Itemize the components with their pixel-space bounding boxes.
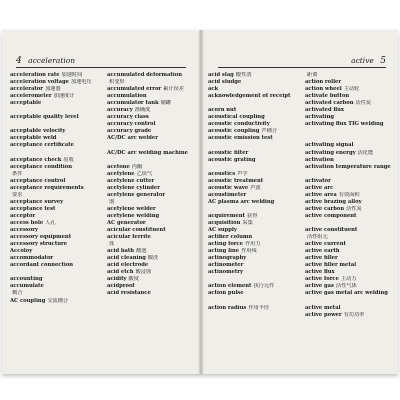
entry-term: acknowledgement of receipt: [208, 93, 291, 100]
entry-term: actinography: [208, 255, 247, 262]
dictionary-entry: [208, 276, 294, 283]
dictionary-entry: [107, 114, 193, 121]
dictionary-entry: [107, 178, 193, 185]
dictionary-entry: [208, 269, 294, 276]
dictionary-entry: [305, 72, 391, 79]
entry-term: AC generator: [107, 219, 146, 226]
entry-term: acid slag: [208, 72, 234, 78]
dictionary-entry: [305, 227, 391, 234]
entry-definition: 获得: [246, 212, 258, 219]
dictionary-entry: [305, 164, 391, 171]
dictionary-entry: [305, 199, 391, 206]
entry-term: actinometer: [208, 262, 244, 269]
dictionary-entry: [107, 192, 193, 199]
entry-term: active current: [305, 241, 346, 248]
dictionary-entry: [305, 128, 391, 135]
entry-term: active arc: [305, 184, 334, 191]
entry-definition: 交流耦合: [47, 297, 69, 304]
entry-term: acting line: [208, 248, 240, 255]
entry-term: acoustimeter: [208, 191, 247, 198]
entry-definition: 主动轮: [343, 86, 360, 93]
dictionary-entry: [208, 178, 294, 185]
dictionary-entry: [208, 185, 294, 192]
entry-term: accuracy grade: [107, 128, 152, 135]
entry-term: acting force: [208, 241, 243, 248]
dictionary-entry: [208, 298, 294, 305]
dictionary-entry: [305, 276, 391, 283]
entry-definition: 器: [109, 198, 115, 205]
dictionary-entry: [208, 234, 294, 241]
entry-definition: 声耦合: [261, 128, 277, 135]
entry-term: acid resistance: [107, 290, 151, 297]
entry-definition: 酸度: [128, 276, 139, 283]
dictionary-entry: [10, 269, 96, 276]
dictionary-entry: [305, 150, 391, 157]
dictionary-entry: [305, 298, 391, 305]
entry-term: acceptance certificate: [10, 142, 74, 149]
dictionary-entry: [208, 192, 294, 199]
right-page: [204, 30, 398, 374]
entry-term: acid cleaning: [107, 255, 146, 262]
dictionary-entry: [10, 234, 96, 241]
dictionary-entry: [107, 262, 193, 269]
dictionary-entry: [305, 100, 391, 107]
entry-definition: 酸浸蚀: [135, 269, 152, 276]
entry-definition: 活性炭: [355, 100, 372, 107]
entry-term: acquisition: [208, 219, 241, 226]
dictionary-entry: [208, 248, 294, 255]
dictionary-entry: [305, 185, 391, 192]
entry-term: acetylene cutter: [107, 177, 155, 184]
entry-term: accuracy: [107, 107, 133, 114]
dictionary-entry: [10, 178, 96, 185]
entry-term: accounting: [10, 276, 43, 283]
entry-definition: 耦合: [12, 290, 23, 297]
dictionary-entry: [208, 206, 294, 213]
entry-definition: 酸洗: [147, 255, 159, 262]
entry-term: activated carbon: [305, 100, 354, 107]
guide-word: active: [351, 56, 374, 65]
dictionary-entry: [10, 142, 96, 149]
dictionary-entry: [305, 192, 391, 199]
dictionary-entry: [305, 255, 391, 262]
dictionary-entry: [107, 298, 193, 305]
entry-term: acoustic grating: [208, 156, 256, 163]
entry-term: active component: [305, 212, 357, 219]
dictionary-entry: [107, 79, 193, 86]
entry-definition: 作用半径: [248, 304, 270, 311]
dictionary-entry: [305, 234, 391, 241]
dictionary-entry: [107, 93, 193, 100]
left-column-2: [107, 72, 193, 305]
dictionary-entry: [305, 135, 391, 142]
dictionary-entry: [107, 185, 193, 192]
dictionary-entry: [10, 150, 96, 157]
dictionary-entry: [305, 86, 391, 93]
entry-term: active gas: [305, 283, 334, 290]
dictionary-entry: [10, 135, 96, 142]
dictionary-entry: [107, 164, 193, 171]
entry-term: activating flux TIG welding: [305, 121, 384, 128]
dictionary-entry: [208, 142, 294, 149]
dictionary-entry: [208, 262, 294, 269]
dictionary-entry: [208, 150, 294, 157]
guide-word: acceleration: [28, 56, 76, 65]
entry-term: acceptable weld: [10, 135, 57, 142]
dictionary-entry: [107, 86, 193, 93]
dictionary-entry: [305, 290, 391, 297]
entry-term: acceptable quality level: [10, 114, 79, 121]
entry-definition: 作用力: [244, 241, 261, 248]
page-number: 4: [16, 56, 22, 66]
dictionary-entry: [305, 312, 391, 319]
entry-term: acorn nut: [208, 107, 237, 114]
dictionary-entry: [305, 142, 391, 149]
entry-term: action wheel: [305, 86, 342, 93]
right-column-1: [208, 72, 294, 312]
entry-definition: 有效面积: [338, 191, 360, 198]
dictionary-entry: [107, 276, 193, 283]
dictionary-entry: [208, 171, 294, 178]
dictionary-entry: [107, 171, 193, 178]
dictionary-entry: [107, 72, 193, 79]
entry-definition: 要求: [12, 191, 23, 198]
entry-term: acetylene cylinder: [107, 184, 160, 191]
dictionary-entry: [305, 93, 391, 100]
dictionary-entry: [208, 283, 294, 290]
entry-definition: 主动力: [340, 276, 357, 283]
entry-term: acoustic treatment: [208, 177, 264, 184]
left-page-header: [16, 56, 186, 68]
entry-term: acid electrode: [107, 262, 149, 269]
dictionary-entry: [305, 248, 391, 255]
entry-definition: 丙酮: [131, 163, 143, 170]
dictionary-entry: [107, 234, 193, 241]
dictionary-entry: [305, 157, 391, 164]
entry-definition: 作用线: [241, 248, 257, 255]
entry-term: acceptable velocity: [10, 128, 66, 135]
right-column-2: [305, 72, 391, 319]
entry-term: accuracy control: [107, 121, 156, 128]
entry-definition: 活性气体: [335, 283, 357, 290]
entry-term: active carbon: [305, 205, 345, 212]
entry-term: acoustic emission test: [208, 135, 273, 142]
dictionary-entry: [107, 142, 193, 149]
entry-term: accessory structure: [10, 241, 68, 248]
dictionary-entry: [107, 150, 193, 157]
entry-term: acidproof: [107, 283, 135, 290]
entry-term: action pulse: [208, 290, 244, 297]
dictionary-entry: [305, 114, 391, 121]
dictionary-entry: [107, 121, 193, 128]
dictionary-entry: [10, 171, 96, 178]
entry-term: accordant connection: [10, 262, 74, 269]
entry-term: activate button: [305, 93, 350, 100]
dictionary-entry: [208, 93, 294, 100]
entry-definition: 准确度: [134, 107, 151, 114]
entry-definition: 储罐: [160, 100, 171, 107]
entry-term: activation: [305, 156, 334, 163]
dictionary-entry: [10, 276, 96, 283]
entry-term: active filler metal: [305, 262, 357, 269]
entry-definition: 活性炭: [346, 205, 362, 212]
entry-term: active area: [305, 191, 337, 198]
entry-term: acceptance requirements: [10, 184, 84, 191]
entry-term: acid bath: [107, 248, 135, 255]
dictionary-entry: [208, 157, 294, 164]
dictionary-entry: [107, 206, 193, 213]
dictionary-entry: [10, 86, 96, 93]
dictionary-entry: [10, 79, 96, 86]
dictionary-entry: [10, 241, 96, 248]
dictionary-entry: [10, 157, 96, 164]
dictionary-entry: [305, 269, 391, 276]
entry-term: acceleration rate: [10, 72, 60, 78]
entry-term: acceptance condition: [10, 163, 72, 170]
dictionary-entry: [10, 206, 96, 213]
dictionary-entry: [10, 128, 96, 135]
entry-term: active constituent: [305, 227, 358, 234]
dictionary-entry: [208, 79, 294, 86]
dictionary-entry: [107, 241, 193, 248]
entry-term: accommodator: [10, 255, 54, 262]
dictionary-entry: [107, 157, 193, 164]
dictionary-entry: [208, 121, 294, 128]
entry-term: active force: [305, 276, 339, 283]
entry-term: AC plasma arc welding: [208, 198, 275, 205]
entry-term: AC coupling: [10, 297, 46, 304]
entry-term: action radius: [208, 304, 247, 311]
right-page-header: [218, 56, 386, 68]
entry-term: acoustics: [208, 170, 236, 177]
entry-term: acetone: [107, 163, 130, 170]
dictionary-entry: [10, 192, 96, 199]
entry-term: AC supply: [208, 227, 237, 234]
entry-term: acoustic coupling: [208, 128, 260, 135]
page-number: 5: [380, 56, 386, 66]
entry-term: acceptance check: [10, 156, 62, 163]
entry-term: acid etch: [107, 269, 134, 276]
dictionary-entry: [208, 164, 294, 171]
dictionary-entry: [208, 135, 294, 142]
entry-term: acceptance control: [10, 177, 66, 184]
dictionary-entry: [107, 128, 193, 135]
entry-definition: 有功功率: [343, 311, 365, 318]
dictionary-entry: [10, 255, 96, 262]
entry-term: ack: [208, 86, 219, 93]
entry-term: actinometry: [208, 269, 244, 276]
dictionary-entry: [208, 199, 294, 206]
dictionary-entry: [10, 213, 96, 220]
entry-definition: 声波: [250, 184, 261, 191]
left-column-1: [10, 72, 96, 305]
dictionary-entry: [208, 107, 294, 114]
dictionary-entry: [107, 248, 193, 255]
entry-term: acoustic filter: [208, 149, 249, 156]
dictionary-entry: [305, 305, 391, 312]
entry-term: acicular constituent: [107, 227, 166, 234]
dictionary-entry: [10, 93, 96, 100]
dictionary-entry: [107, 227, 193, 234]
entry-term: accuracy class: [107, 114, 149, 121]
dictionary-entry: [10, 248, 96, 255]
entry-term: active earth: [305, 248, 340, 255]
entry-term: acid sludge: [208, 79, 242, 86]
dictionary-entry: [107, 283, 193, 290]
entry-term: acoustical coupling: [208, 114, 265, 121]
dictionary-entry: [208, 72, 294, 79]
entry-term: acceptable: [10, 100, 42, 107]
dictionary-entry: [10, 121, 96, 128]
entry-definition: 酸池: [136, 248, 147, 255]
entry-term: activating signal: [305, 142, 354, 149]
left-page: [2, 30, 198, 374]
entry-term: active gas metal arc welding: [305, 290, 388, 297]
entry-definition: 距离: [307, 72, 318, 78]
dictionary-entry: [208, 86, 294, 93]
entry-definition: 加速电压: [70, 79, 92, 86]
entry-definition: 活性组元: [307, 234, 328, 241]
entry-term: active flux: [305, 269, 335, 276]
entry-term: accelerator: [10, 86, 43, 93]
dictionary-entry: [305, 220, 391, 227]
dictionary-entry: [208, 213, 294, 220]
dictionary-entry: [10, 185, 96, 192]
entry-definition: 活化能: [357, 149, 374, 156]
entry-term: access hole: [10, 219, 44, 226]
dictionary-entry: [208, 128, 294, 135]
dictionary-entry: [107, 269, 193, 276]
entry-term: active power: [305, 311, 342, 318]
dictionary-entry: [10, 262, 96, 269]
open-book: [2, 30, 398, 374]
dictionary-entry: [10, 114, 96, 121]
entry-definition: 人孔: [45, 219, 56, 226]
entry-term: activating: [305, 114, 335, 121]
entry-term: acetylene welding: [107, 212, 160, 219]
entry-term: AC/DC arc welding machine: [107, 149, 188, 156]
dictionary-entry: [10, 227, 96, 234]
dictionary-entry: [208, 305, 294, 312]
entry-term: accessory equipment: [10, 234, 72, 241]
dictionary-entry: [107, 255, 193, 262]
entry-term: accumulation: [107, 93, 147, 100]
dictionary-entry: [10, 220, 96, 227]
entry-term: acetylene: [107, 170, 135, 177]
entry-definition: 加速器: [44, 86, 61, 93]
entry-term: accumulated error: [107, 86, 162, 93]
entry-term: active metal: [305, 304, 341, 311]
entry-term: acetylene generator: [107, 191, 166, 198]
dictionary-entry: [208, 220, 294, 227]
entry-definition: 加速时间: [61, 72, 83, 78]
entry-term: acceptance survey: [10, 198, 64, 205]
entry-term: acceptor: [10, 212, 36, 219]
entry-term: active brazing alloy: [305, 198, 362, 205]
entry-term: accessory: [10, 227, 39, 234]
dictionary-entry: [10, 298, 96, 305]
dictionary-entry: [107, 135, 193, 142]
dictionary-entry: [305, 206, 391, 213]
entry-definition: 积变形: [109, 79, 125, 86]
entry-term: acicular ferrite: [107, 234, 151, 241]
dictionary-entry: [305, 262, 391, 269]
dictionary-entry: [10, 199, 96, 206]
dictionary-entry: [10, 107, 96, 114]
dictionary-entry: [208, 241, 294, 248]
dictionary-entry: [208, 290, 294, 297]
entry-term: action element: [208, 283, 252, 290]
entry-definition: 加速度计: [53, 93, 75, 100]
entry-term: acceleration voltage: [10, 79, 69, 86]
entry-term: accelerometer: [10, 93, 52, 100]
entry-term: activated flux: [305, 107, 345, 114]
entry-definition: 乙炔气: [136, 170, 153, 177]
entry-term: action roller: [305, 79, 342, 86]
dictionary-entry: [107, 213, 193, 220]
dictionary-entry: [10, 72, 96, 79]
entry-definition: 条件: [12, 170, 23, 177]
entry-definition: 酸性渣: [235, 72, 252, 78]
entry-term: accumulate: [10, 283, 44, 290]
dictionary-entry: [107, 100, 193, 107]
dictionary-entry: [107, 107, 193, 114]
dictionary-entry: [305, 121, 391, 128]
entry-term: activator: [305, 177, 331, 184]
entry-term: AC/DC arc welder: [107, 135, 158, 142]
dictionary-entry: [10, 164, 96, 171]
dictionary-entry: [107, 199, 193, 206]
entry-definition: 验收: [63, 156, 74, 163]
entry-term: acoustic wave: [208, 184, 249, 191]
dictionary-entry: [305, 241, 391, 248]
entry-term: acidity: [107, 276, 127, 283]
dictionary-entry: [10, 290, 96, 297]
dictionary-entry: [305, 178, 391, 185]
entry-term: accumulated deformation: [107, 72, 182, 78]
entry-term: activation temperature range: [305, 163, 391, 170]
entry-term: acquirement: [208, 212, 245, 219]
dictionary-entry: [10, 100, 96, 107]
dictionary-entry: [305, 171, 391, 178]
entry-definition: 采集: [242, 219, 253, 226]
entry-term: acetylene welder: [107, 205, 156, 212]
dictionary-entry: [107, 220, 193, 227]
entry-term: accumulator tank: [107, 100, 159, 107]
dictionary-entry: [208, 227, 294, 234]
dictionary-entry: [10, 283, 96, 290]
dictionary-entry: [305, 79, 391, 86]
dictionary-entry: [305, 283, 391, 290]
dictionary-entry: [305, 107, 391, 114]
entry-definition: 累计误差: [163, 86, 184, 93]
entry-term: acceptance test: [10, 205, 56, 212]
dictionary-entry: [208, 255, 294, 262]
entry-term: Accoloy: [10, 248, 33, 255]
entry-definition: 体: [109, 241, 115, 248]
entry-term: actifier column: [208, 234, 253, 241]
entry-term: acoustic conductivity: [208, 121, 270, 128]
entry-term: active filler: [305, 255, 338, 262]
dictionary-entry: [208, 114, 294, 121]
dictionary-entry: [208, 100, 294, 107]
entry-definition: 声学: [237, 170, 248, 177]
entry-term: activating energy: [305, 149, 356, 156]
dictionary-entry: [107, 290, 193, 297]
dictionary-entry: [305, 213, 391, 220]
entry-definition: 执行元件: [253, 283, 275, 290]
